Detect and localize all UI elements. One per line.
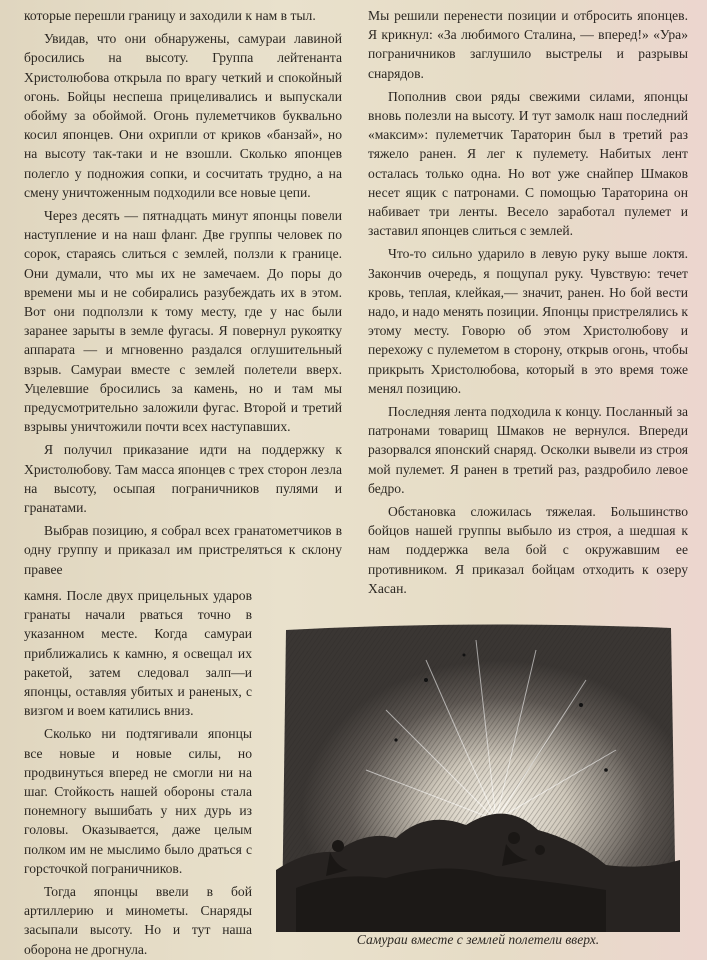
right-column <box>368 6 688 598</box>
paragraph: Пополнив свои ряды свежими силами, японцы вновь полезли на высоту. И тут замолк наш последний «максим»: пулеметчик Тараторин был в третий раз тяжело ранен. Я лег к пулемету. Набитых лент осталась только одна. Но вот уже снайпер Шмаков несет ящик с патронами. С помощью Тараторина он набивает три ленты. Весело заработал пулемет и заставил японцев слиться с землей. <box>368 88 688 239</box>
paragraph: Последняя лента подходила к концу. Посланный за патронами товарищ Шмаков не вернулся. Впереди разорвался японский снаряд. Осколки вывели из строя мой пулемет. Я ранен в третий раз, раздробило левое бедро. <box>368 404 688 496</box>
figure-caption: Самураи вместе с землей полетели вверх. <box>356 932 600 947</box>
paragraph: Через десять — пятнадцать минут японцы повели наступление и на наш фланг. Две группы человек по сорок, стараясь слиться с землей, ползли к границе. Они думали, что мы их не замечаем. До поры до времени мы и не собирались разубеждать их в этом. Вот они подползли к тому месту, где у нас были заранее зарыты в земле фугасы. Я повернул рукоятку аппарата — и мгновенно раздался оглушительный взрыв. Самураи вместе с землей полетели вверх. Уцелевшие бросились за камень, но и там мы предусмотрительно заложили фугас. Второй и третий взрывы уничтожили почти всех наступавших. <box>24 208 342 435</box>
paragraph: Мы решили перенести позиции и отбросить японцев. Я крикнул: «За любимого Сталина, — вперед!» «Ура» пограничников заглушило выстрелы и разрывы снарядов. <box>368 8 688 81</box>
paragraph: Сколько ни подтягивали японцы все новые и новые силы, но продвинуться вперед не смогли ни на шаг. Стойкость нашей обороны стала понемногу вышибать у них дурь из головы. Оказывается, даже целым полком им не мыслимо было драться с горсточкой пограничников. <box>24 726 252 876</box>
left-column-narrow <box>24 586 252 959</box>
paragraph: Тогда японцы ввели в бой артиллерию и минометы. Снаряды засыпали высоту. Но и тут наша оборона не дрогнула. <box>24 884 252 957</box>
paragraph: которые перешли границу и заходили к нам в тыл. <box>24 8 316 23</box>
left-column <box>24 6 342 579</box>
paragraph: Обстановка сложилась тяжелая. Большинство бойцов нашей группы выбыло из строя, а шедшая к нам поддержка вела бой с окружавшим ее противником. Я приказал бойцам отходить к озеру Хасан. <box>368 504 688 596</box>
paragraph: Я получил приказание идти на поддержку к Христолюбову. Там масса японцев с трех сторон лезла на высоту, осыпая пограничников пулями и гранатами. <box>24 442 342 516</box>
battle-illustration <box>276 620 680 932</box>
paragraph: Увидав, что они обнаружены, самураи лавиной бросились на высоту. Группа лейтенанта Христолюбова открыла по врагу четкий и спокойный огонь. Бойцы неспеша прицеливались и выпускали обойму за обоймой. Огонь пулеметчиков буквально косил японцев. Они охрипли от криков «банзай», но на высоту так-таки и не взошли. Сколько японцев полегло у подножия сопки, и сосчитать трудно, а на смену уничтоженным подходили все новые цепи. <box>24 31 342 200</box>
paragraph: Выбрав позицию, я собрал всех гранатометчиков в одну группу и приказал им пристреляться к склону правее <box>24 523 342 577</box>
paragraph: камня. После двух прицельных ударов гранаты начали рваться точно в указанном месте. Когда самураи приближались к камню, я освещал их ракетой, затем следовал залп—и японцы, оставляя убитых и раненых, с визгом и воем катились вниз. <box>24 588 252 719</box>
paragraph: Что-то сильно ударило в левую руку выше локтя. Закончив очередь, я пощупал руку. Чувствую: течет кровь, теплая, клейкая,— значит, ранен. Но бой вести надо, и надо менять позиции. Японцы пристрелялись к этому месту. Говорю об этом Христолюбову и перехожу с пулеметом в сторону, открыв огонь, чтобы прикрыть Христолюбова, который в это время тоже менял позицию. <box>368 246 688 396</box>
